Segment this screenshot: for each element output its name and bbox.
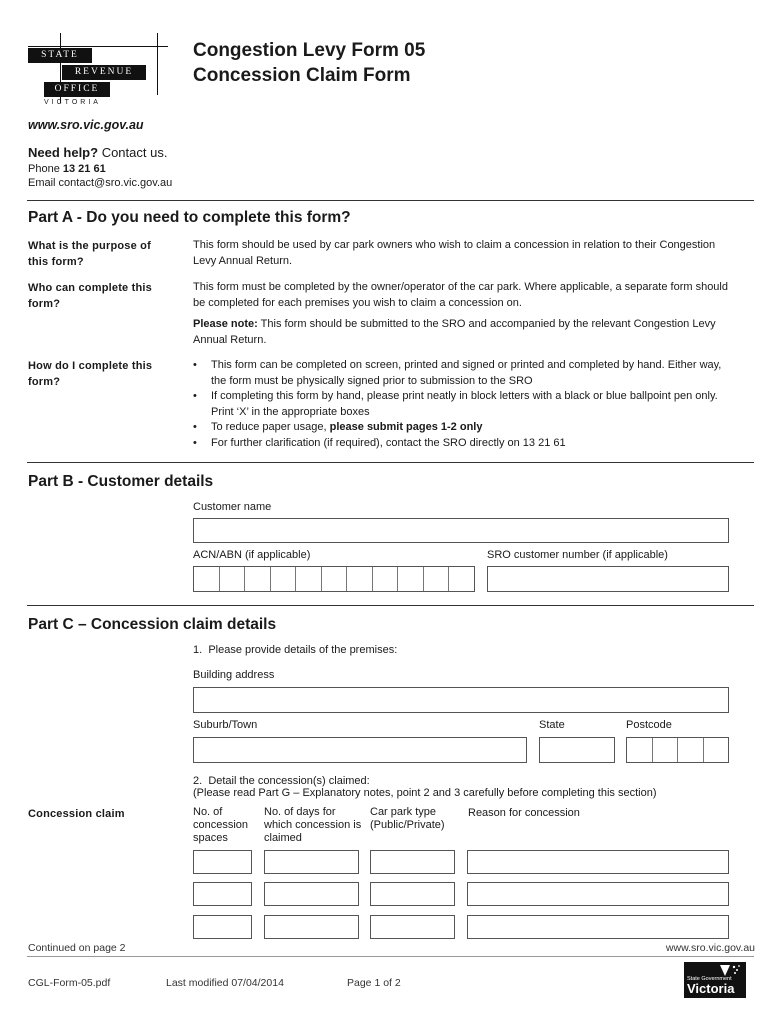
footer-website: www.sro.vic.gov.au <box>665 942 755 954</box>
bullet3-text: To reduce paper usage, <box>211 421 330 433</box>
instructions-list <box>193 358 723 451</box>
item2-line1: Detail the concession(s) claimed: <box>208 775 370 787</box>
logo-state: STATE <box>28 48 92 63</box>
logo-victoria: VICTORIA <box>44 99 101 106</box>
acn-label: ACN/ABN (if applicable) <box>193 549 311 561</box>
col-days-claimed: No. of days for which concession is claimed <box>264 806 362 844</box>
postcode-label: Postcode <box>626 719 672 731</box>
customer-name-label: Customer name <box>193 501 272 513</box>
bullet3-bold: please submit pages 1-2 only <box>329 421 483 433</box>
item2-line2: (Please read Part G – Explanatory notes, point 2 and 3 carefully before completing this section) <box>193 787 657 799</box>
sro-number-label: SRO customer number (if applicable) <box>487 549 668 561</box>
please-note <box>193 317 733 348</box>
item1-number: 1. <box>193 644 203 656</box>
page-number: Page 1 of 2 <box>347 977 401 989</box>
suburb-input[interactable] <box>193 737 527 763</box>
part-b-heading: Part B - Customer details <box>28 473 214 490</box>
car-park-type-input[interactable] <box>370 915 455 939</box>
gov-victoria-text: Victoria <box>687 981 735 996</box>
who-text: This form must be completed by the owner/operator of the car park. Where applicable, a separate form should be completed for each premises you wish to claim a concession on. <box>193 281 728 309</box>
list-item: • If completing this form by hand, please print neatly in block letters with a black or blue ballpoint pen only. Print ‘X’ in the appropriate boxes <box>193 389 723 420</box>
last-modified: Last modified 07/04/2014 <box>166 977 284 989</box>
sro-number-input[interactable] <box>487 566 729 592</box>
building-address-input[interactable] <box>193 687 729 713</box>
item1 <box>193 643 397 659</box>
part-a-heading: Part A - Do you need to complete this form? <box>28 209 351 226</box>
car-park-type-input[interactable] <box>370 850 455 874</box>
divider <box>27 605 754 606</box>
note-bold: Please note: <box>193 318 258 330</box>
col-car-park-type: Car park type (Public/Private) <box>370 806 445 831</box>
website-link[interactable]: www.sro.vic.gov.au <box>28 118 144 132</box>
logo-rule-horizontal <box>28 46 168 47</box>
days-input[interactable] <box>264 915 359 939</box>
purpose-text: This form should be used by car park owners who wish to claim a concession in relation to their Congestion Levy Annual Return. <box>193 239 716 267</box>
gov-small-text: State Government <box>687 976 732 982</box>
phone-line <box>28 162 106 177</box>
reason-input[interactable] <box>467 882 729 906</box>
phone-number: 13 21 61 <box>62 163 106 175</box>
item2-number: 2. <box>193 775 203 787</box>
days-input[interactable] <box>264 850 359 874</box>
building-address-label: Building address <box>193 669 275 681</box>
divider <box>27 462 754 463</box>
state-input[interactable] <box>539 737 615 763</box>
how-label: How do I complete this form? <box>28 360 153 388</box>
car-park-type-input[interactable] <box>370 882 455 906</box>
state-label: State <box>539 719 565 731</box>
purpose-label: What is the purpose of this form? <box>28 240 151 268</box>
who-label: Who can complete this form? <box>28 282 152 310</box>
customer-name-input[interactable] <box>193 518 729 543</box>
col-concession-spaces: No. of concession spaces <box>193 806 249 844</box>
phone-label: Phone <box>28 163 63 175</box>
divider <box>27 200 754 201</box>
spaces-input[interactable] <box>193 850 252 874</box>
spaces-input[interactable] <box>193 915 252 939</box>
email-line: Email contact@sro.vic.gov.au <box>28 177 173 189</box>
need-help-text: Need help? <box>28 145 99 160</box>
divider <box>27 956 754 957</box>
contact-us-text: Contact us. <box>98 145 168 160</box>
concession-claim-label: Concession claim <box>28 808 125 820</box>
col-reason: Reason for concession <box>468 807 580 819</box>
note-text: This form should be submitted to the SRO and accompanied by the relevant Congestion Levy Annual Return. <box>193 318 716 346</box>
continued-note: Continued on page 2 <box>28 942 126 954</box>
postcode-input[interactable] <box>626 737 729 763</box>
logo-rule-vertical-2 <box>157 33 158 95</box>
victoria-government-logo <box>684 962 746 998</box>
list-item: • For further clarification (if required), contact the SRO directly on 13 21 61 <box>193 436 723 452</box>
reason-input[interactable] <box>467 915 729 939</box>
item2 <box>193 775 656 799</box>
item1-text: Please provide details of the premises: <box>208 644 398 656</box>
form-title-line1: Congestion Levy Form 05 <box>193 40 426 61</box>
file-name: CGL-Form-05.pdf <box>28 977 111 989</box>
help-heading <box>28 145 167 160</box>
form-title-line2: Concession Claim Form <box>193 65 411 86</box>
list-item: • This form can be completed on screen, printed and signed or printed and completed by hand. Either way, the form must be physically signed prior to submission to the SRO <box>193 358 723 389</box>
suburb-label: Suburb/Town <box>193 719 258 731</box>
logo-office: OFFICE <box>44 82 110 97</box>
logo-revenue: REVENUE <box>62 65 146 80</box>
reason-input[interactable] <box>467 850 729 874</box>
spaces-input[interactable] <box>193 882 252 906</box>
list-item <box>193 420 723 436</box>
acn-input[interactable] <box>193 566 475 592</box>
part-c-heading: Part C – Concession claim details <box>28 616 277 633</box>
days-input[interactable] <box>264 882 359 906</box>
